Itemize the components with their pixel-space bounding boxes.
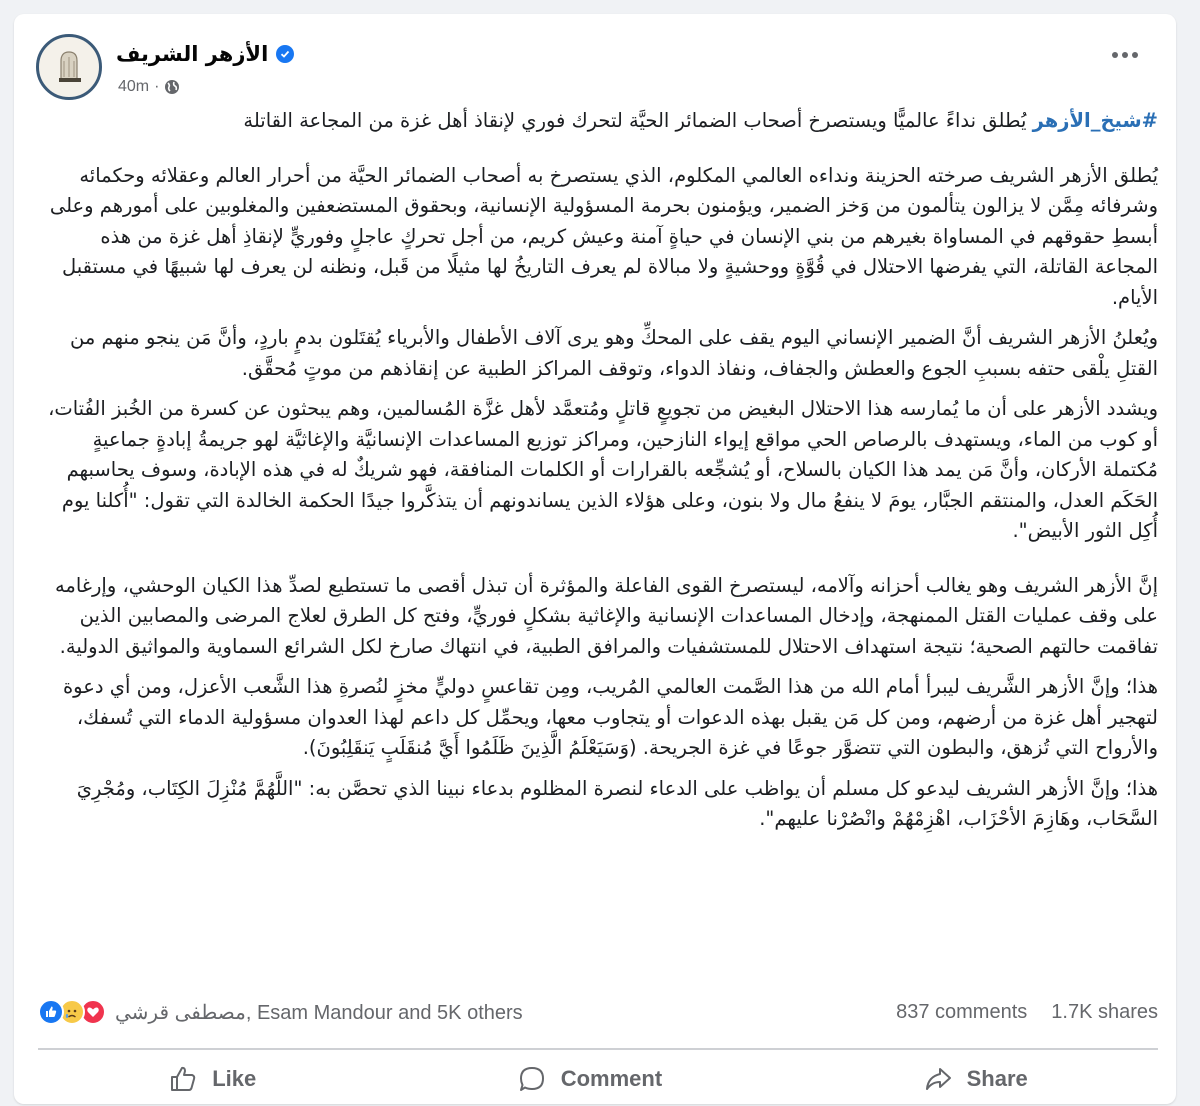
like-reaction-icon bbox=[38, 999, 64, 1025]
reaction-icons bbox=[38, 999, 101, 1025]
like-button[interactable] bbox=[128, 1058, 296, 1100]
paragraph-1: يُطلق الأزهر الشريف صرخته الحزينة ونداءه العالمي المكلوم، الذي يستصرخ به أصحاب الضمائر الحيَّة من أحرار العالم وعقلائه وحكمائه وشرفائه مِمَّن لا يزالون يتألمون من وَخز الضمير، ويؤمنون بحرمة المسؤولية الإنسانية، وبحقوق المستضعفين والمغلوبين على أمورهم وعلى أبسطِ حقوقهم في المساواة بغيرهم من بني الإنسان في حياةٍ آمنة وعيش كريم، من أجل تحركٍ عاجلٍ وفوريٍّ لإنقاذِ أهل غزة من هذه المجاعة القاتلة، التي يفرضها الاحتلال في قُوَّةٍ ووحشيةٍ ولا مبالاة لم يعرف التاريخُ لها مثيلًا من قَبل، ونظنه لن يعرف لها شبيهًا في مستقبل الأيام. bbox=[49, 163, 1158, 309]
post-body bbox=[42, 106, 1158, 845]
reactors-text[interactable]: مصطفى قرشي, Esam Mandour and 5K others bbox=[115, 1001, 523, 1024]
share-label: Share bbox=[966, 1066, 1028, 1091]
more-options-icon bbox=[1112, 52, 1118, 58]
headline-text: يُطلق نداءً عالميًّا ويستصرخ أصحاب الضمائر الحيَّة لتحرك فوري لإنقاذ أهل غزة من المجاعة القاتلة bbox=[243, 109, 1033, 132]
post-header bbox=[14, 14, 1176, 104]
thumbs-up-icon bbox=[168, 1064, 198, 1094]
comment-label: Comment bbox=[560, 1066, 663, 1091]
engagement-counts bbox=[896, 1001, 1158, 1024]
more-options-dot bbox=[1132, 52, 1138, 58]
post-time[interactable]: 40m bbox=[118, 78, 150, 95]
paragraph-6: هذا؛ وإنَّ الأزهر الشريف ليدعو كل مسلم أن يواظب على الدعاء لنصرة المظلوم بدعاء نبينا الذي تحصَّن به: "اللَّهُمَّ مُنْزِلَ الكِتَاب، ومُجْرِيَ السَّحَاب، وهَازِمَ الأحْزَاب، اهْزِمْهُمْ وانْصُرْنا عليهم". bbox=[76, 776, 1158, 830]
verified-badge-icon bbox=[276, 45, 294, 63]
comment-bubble-icon bbox=[517, 1064, 547, 1094]
post-actions bbox=[38, 1052, 1158, 1106]
post-stats bbox=[38, 994, 1158, 1030]
more-options-dot bbox=[1122, 52, 1128, 58]
author-name[interactable]: الأزهر الشريف bbox=[116, 42, 269, 66]
author-line bbox=[116, 42, 294, 66]
reactions-summary[interactable] bbox=[38, 999, 523, 1025]
share-button[interactable] bbox=[883, 1058, 1068, 1100]
like-label: Like bbox=[212, 1066, 257, 1091]
shares-count[interactable]: 1.7K shares bbox=[1051, 1000, 1158, 1023]
comments-count[interactable]: 837 comments bbox=[896, 1000, 1028, 1023]
post-meta bbox=[118, 78, 180, 96]
azhar-logo-icon bbox=[54, 49, 84, 85]
paragraph-5: هذا؛ وإنَّ الأزهر الشَّريف ليبرأ أمام الله من هذا الصَّمت العالمي المُريب، ومِن تقاعسٍ دوليٍّ مخزٍ لنُصرةِ هذا الشَّعب الأعزل، ومن أي دعوة لتهجير أهل غزة من أرضهم، ومن كل مَن يقبل بهذه الدعوات أو يتجاوب معها، ويحمِّل كل داعم لهذا العدوان مسؤولية الدماء التي تُسفك، والأرواح التي تُزهق، والبطون التي تتضوَّر جوعًا في غزة الجريحة. (وَسَيَعْلَمُ الَّذِينَ ظَلَمُوا أَيَّ مُنقَلَبٍ يَنقَلِبُونَ). bbox=[62, 675, 1158, 759]
hashtag-link[interactable]: #شيخ_الأزهر bbox=[1032, 109, 1158, 132]
post-headline bbox=[42, 106, 1158, 137]
paragraph-4: إنَّ الأزهر الشريف وهو يغالب أحزانه وآلامه، ليستصرخ القوى الفاعلة والمؤثرة أن تبذل أقصى ما تستطيع لصدِّ هذا الكيان الوحشي، وإرغامه على وقف عمليات القتل الممنهجة، وإدخال المساعدات الإنسانية والإغاثية بشكلٍ فوريٍّ، وفتح كل الطرق لعلاج المرضى والمصابين الذين تفاقمت حالتهم الصحية؛ نتيجة استهداف الاحتلال للمستشفيات والمرافق الطبية، في انتهاك صارخ لكل الشرائع السماوية والمواثيق الدولية. bbox=[54, 573, 1158, 658]
comment-button[interactable] bbox=[477, 1058, 702, 1100]
paragraph-3: ويشدد الأزهر على أن ما يُمارسه هذا الاحتلال البغيض من تجويعٍ قاتلٍ ومُتعمَّد لأهل غزَّة المُسالمين، وهم يبحثون عن كسرة من الخُبز الفُتات، أو كوب من الماء، ويستهدف بالرصاص الحي مواقع إيواء النازحين، ومراكز توزيع المساعدات الإنسانيَّة والإغاثيَّة لهو جريمةُ إبادةٍ جماعيةٍ مُكتملة الأركان، وأنَّ مَن يمد هذا الكيان بالسلاح، أو يُشجِّعه بالقرارات أو الكلمات المنافقة، فهو شريكٌ له في هذه الإبادة، وسوف يحاسبهم الحَكَم العدل، والمنتقم الجبَّار، يومَ لا ينفعُ مال ولا بنون، وعلى هؤلاء الذين يساندونهم أن يتذكَّروا جيدًا الحكمة الخالدة التي تقول: "أُكلنا يوم أُكِل الثور الأبيض". bbox=[48, 397, 1158, 542]
avatar[interactable] bbox=[36, 34, 102, 100]
post-card bbox=[14, 14, 1176, 1104]
more-options-button[interactable] bbox=[1108, 48, 1142, 62]
actions-divider bbox=[38, 1048, 1158, 1050]
meta-separator: · bbox=[154, 78, 160, 95]
share-arrow-icon bbox=[923, 1064, 953, 1094]
globe-icon[interactable] bbox=[164, 79, 180, 95]
paragraph-2: ويُعلنُ الأزهر الشريف أنَّ الضمير الإنساني اليوم يقف على المحكِّ وهو يرى آلاف الأطفال والأبرياء يُقتَلون بدمٍ باردٍ، وأنَّ مَن ينجو منهم من القتلِ يلْقى حتفه بسببِ الجوع والعطش والجفاف، ونفاذ الدواء، وتوقف المراكز الطبية عن إنقاذهم من موتٍ مُحقَّق. bbox=[69, 326, 1158, 380]
